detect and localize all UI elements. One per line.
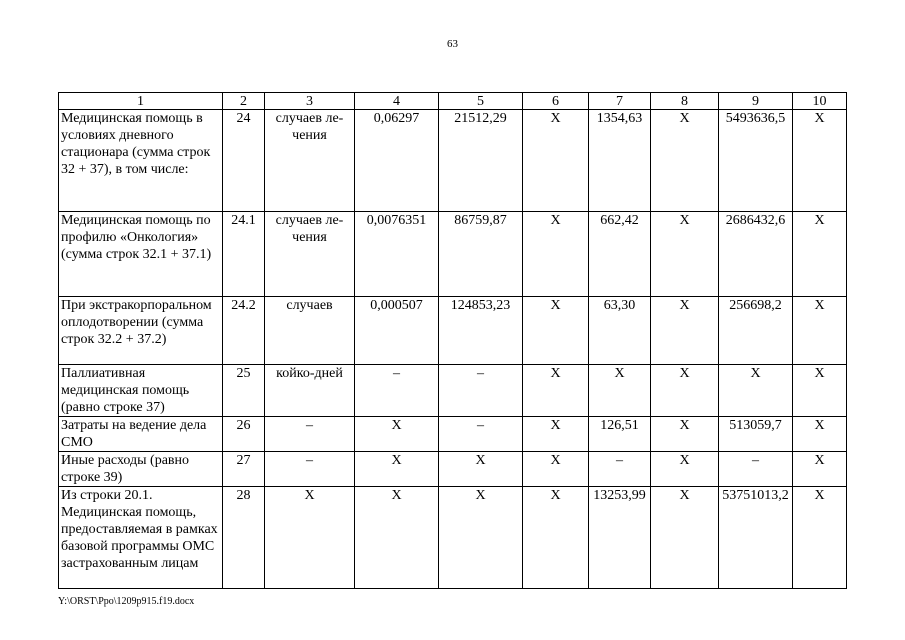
table-cell: 13253,99 bbox=[589, 487, 651, 589]
data-table bbox=[58, 92, 847, 589]
table-cell: Х bbox=[355, 487, 439, 589]
table-row bbox=[59, 487, 847, 589]
table-cell: 24.1 bbox=[223, 212, 265, 297]
header-cell: 9 bbox=[719, 93, 793, 110]
table-cell: 5493636,5 bbox=[719, 110, 793, 212]
table-cell: Х bbox=[355, 417, 439, 452]
table-cell: 1354,63 bbox=[589, 110, 651, 212]
table-cell: – bbox=[265, 452, 355, 487]
table-cell: При экстракорпоральном оплодотворении (сумма строк 32.2 + 37.2) bbox=[59, 297, 223, 365]
table-cell: 256698,2 bbox=[719, 297, 793, 365]
table-cell: 0,0076351 bbox=[355, 212, 439, 297]
footer-file-path: Y:\ORST\Ppo\1209p915.f19.docx bbox=[58, 596, 195, 607]
table-cell: – bbox=[265, 417, 355, 452]
table-cell: – bbox=[355, 365, 439, 417]
table-cell: Паллиативная медицинская помощь (равно строке 37) bbox=[59, 365, 223, 417]
table-cell: Х bbox=[651, 212, 719, 297]
table-cell: Х bbox=[523, 110, 589, 212]
table-cell: 53751013,2 bbox=[719, 487, 793, 589]
table-cell: – bbox=[589, 452, 651, 487]
header-cell: 10 bbox=[793, 93, 847, 110]
table-cell: Х bbox=[793, 110, 847, 212]
table-cell: – bbox=[719, 452, 793, 487]
table-cell: Х bbox=[439, 487, 523, 589]
table-cell: Х bbox=[651, 365, 719, 417]
table-cell: 27 bbox=[223, 452, 265, 487]
table-cell: койко-дней bbox=[265, 365, 355, 417]
header-cell: 7 bbox=[589, 93, 651, 110]
table-body bbox=[59, 93, 847, 589]
table-cell: 25 bbox=[223, 365, 265, 417]
table-row bbox=[59, 365, 847, 417]
table-cell: Х bbox=[589, 365, 651, 417]
table-cell: случаев ле-чения bbox=[265, 110, 355, 212]
table-row bbox=[59, 110, 847, 212]
table-cell: Х bbox=[265, 487, 355, 589]
table-cell: Х bbox=[523, 452, 589, 487]
table-row bbox=[59, 452, 847, 487]
table-row bbox=[59, 212, 847, 297]
table-cell: Х bbox=[523, 297, 589, 365]
table-cell: 26 bbox=[223, 417, 265, 452]
header-cell: 1 bbox=[59, 93, 223, 110]
header-cell: 8 bbox=[651, 93, 719, 110]
table-cell: Х bbox=[651, 297, 719, 365]
table-cell: – bbox=[439, 365, 523, 417]
table-cell: 513059,7 bbox=[719, 417, 793, 452]
table-cell: Х bbox=[793, 452, 847, 487]
table-cell: 0,000507 bbox=[355, 297, 439, 365]
table-cell: Х bbox=[793, 212, 847, 297]
table-cell: случаев ле-чения bbox=[265, 212, 355, 297]
table-cell: Иные расходы (равно строке 39) bbox=[59, 452, 223, 487]
header-cell: 5 bbox=[439, 93, 523, 110]
table-cell: Х bbox=[793, 297, 847, 365]
table-cell: Х bbox=[439, 452, 523, 487]
table-cell: Из строки 20.1. Медицинская помощь, предоставляемая в рамках базовой программы ОМС застрахованным лицам bbox=[59, 487, 223, 589]
page-number: 63 bbox=[447, 38, 458, 50]
table-cell: Х bbox=[651, 110, 719, 212]
header-cell: 4 bbox=[355, 93, 439, 110]
table-cell: Медицинская помощь по профилю «Онкология» (сумма строк 32.1 + 37.1) bbox=[59, 212, 223, 297]
table-cell: 126,51 bbox=[589, 417, 651, 452]
table-cell: Х bbox=[651, 452, 719, 487]
header-cell: 2 bbox=[223, 93, 265, 110]
table-cell: случаев bbox=[265, 297, 355, 365]
table-cell: 21512,29 bbox=[439, 110, 523, 212]
table-cell: Медицинская помощь в условиях дневного стационара (сумма строк 32 + 37), в том числе: bbox=[59, 110, 223, 212]
table-cell: 63,30 bbox=[589, 297, 651, 365]
table-cell: Х bbox=[793, 417, 847, 452]
table-cell: Х bbox=[793, 365, 847, 417]
table-cell: 28 bbox=[223, 487, 265, 589]
table-cell: 24.2 bbox=[223, 297, 265, 365]
table-cell: Х bbox=[651, 487, 719, 589]
table-cell: 0,06297 bbox=[355, 110, 439, 212]
table-cell: Х bbox=[719, 365, 793, 417]
table-cell: 86759,87 bbox=[439, 212, 523, 297]
header-cell: 3 bbox=[265, 93, 355, 110]
table-cell: 124853,23 bbox=[439, 297, 523, 365]
table-cell: 662,42 bbox=[589, 212, 651, 297]
table-cell: 24 bbox=[223, 110, 265, 212]
table-cell: Х bbox=[523, 487, 589, 589]
table-cell: Х bbox=[355, 452, 439, 487]
table-cell: Х bbox=[651, 417, 719, 452]
table-cell: Х bbox=[793, 487, 847, 589]
table-row bbox=[59, 417, 847, 452]
header-row bbox=[59, 93, 847, 110]
table-cell: – bbox=[439, 417, 523, 452]
table-row bbox=[59, 297, 847, 365]
table-cell: Х bbox=[523, 365, 589, 417]
table-cell: Х bbox=[523, 417, 589, 452]
header-cell: 6 bbox=[523, 93, 589, 110]
table-cell: 2686432,6 bbox=[719, 212, 793, 297]
table-cell: Х bbox=[523, 212, 589, 297]
table-cell: Затраты на ведение дела СМО bbox=[59, 417, 223, 452]
